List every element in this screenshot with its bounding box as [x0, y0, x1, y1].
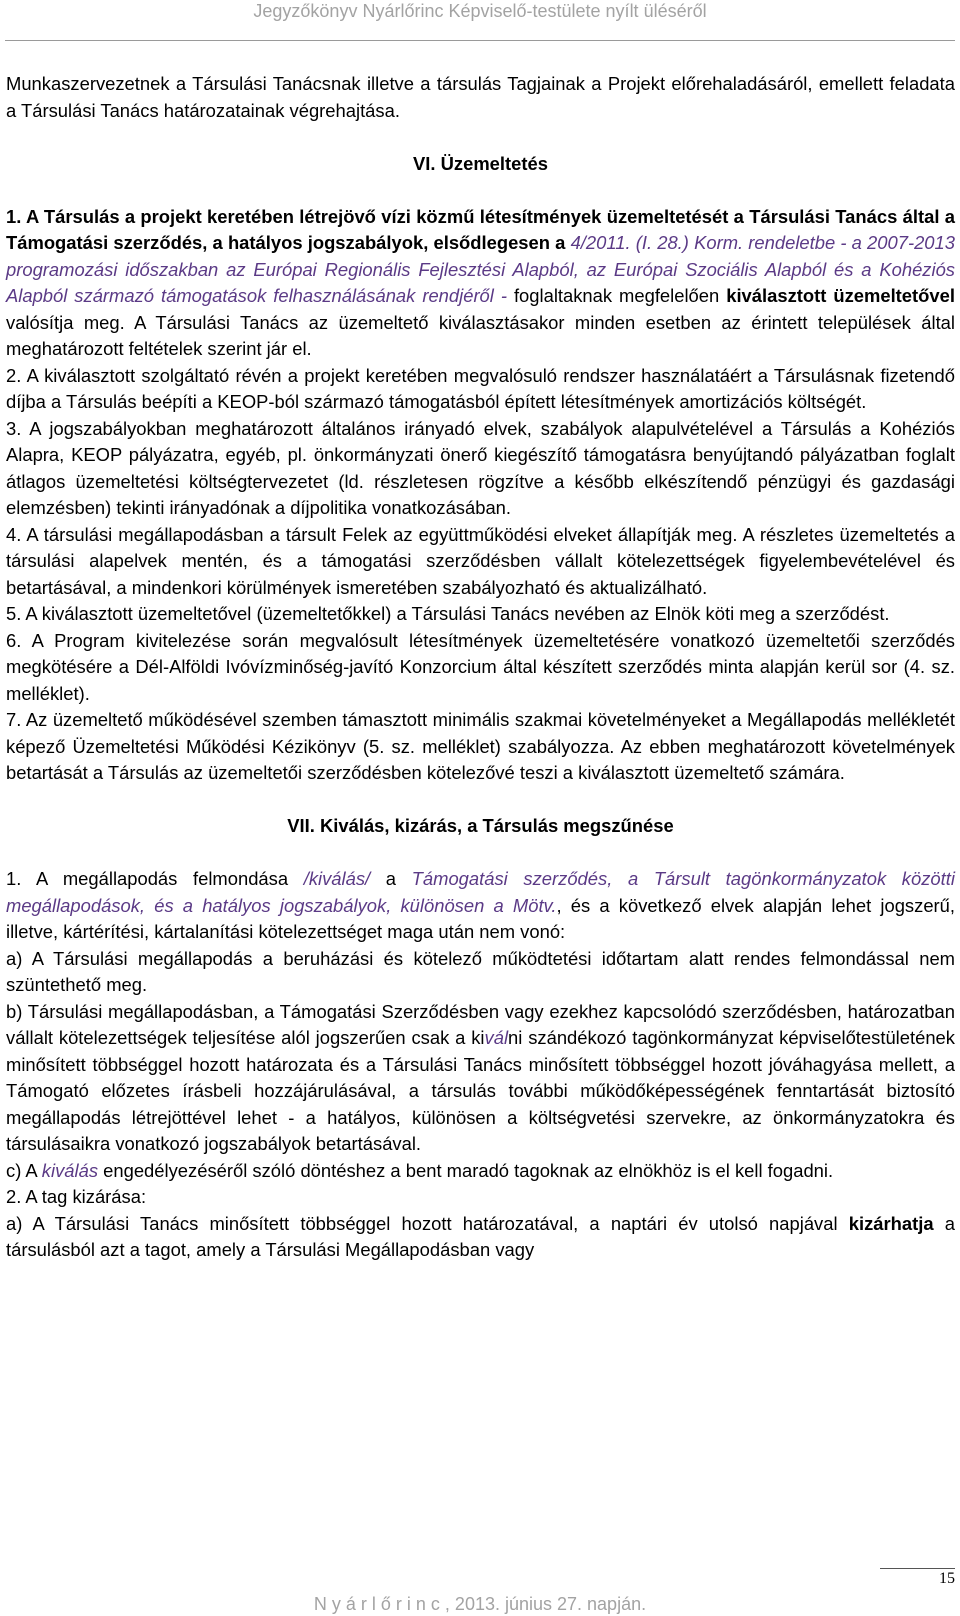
text-run: a) A Társulási Tanács minősített többséggel hozott határozatával, a naptári év utolsó napjával [6, 1212, 838, 1234]
clause-2: 2. A tag kizárása: [6, 1186, 147, 1207]
clause-1b [6, 999, 955, 1158]
page-number: 15 [880, 1568, 955, 1589]
text-run: ni szándékozó tagönkormányzat képviselőtestületének minősített többséggel hozott határozata és a Társulási Tanács minősített többséggel hozott jóváhagyása mellett, a Támogató előzetes írásbeli hozzájárulásával, a társulás további működőképességének fenntartását biztosító megállapodás létrejöttével lehet - a hatályos, különösen a költségvetési szervekre, az önkormányzatokra és társulásaikra vonatkozó jogszabályok betartásával. [6, 1027, 955, 1154]
text-run: c) A [6, 1159, 37, 1181]
paragraph-1-bold-intro: 1. A Társulás a projekt keretében létrejövő vízi közmű létesítmények üzemeltetését a Társulási Tanács által a Támogatási szerződés, a hatályos jogszabályok, elsődlegesen a [6, 205, 955, 253]
clause-1 [6, 866, 955, 946]
paragraph: Munkaszervezetnek a Társulási Tanácsnak illetve a társulás Tagjainak a Projekt előrehaladásáról, emellett feladata a Társulási Tanács határozatainak végrehajtása. [6, 73, 955, 121]
paragraph-5: 5. A kiválasztott üzemeltetővel (üzemeltetőkkel) a Társulási Tanács nevében az Elnök köti meg a szerződést. [6, 603, 890, 624]
text-run: , és a következő elvek alapján lehet jogszerű, illetve, kártérítési, kártalanítási kötelezettséget maga után nem vonó: [6, 894, 956, 942]
regulation-reference: 4/2011. (I. 28.) Korm. rendeletbe - a 2007-2013 programozási időszakban az Európai Regionális Fejlesztési Alapból, az Európai Szociális Alapból és a Kohéziós Alapból származó támogatások felhasználásának rendjéről - [6, 232, 955, 306]
text-run: foglaltaknak megfelelően [513, 285, 720, 306]
clause-1a: a) A Társulási megállapodás a beruházási és kötelező működtetési időtartam alatt rendes felmondással nem szüntethető meg. [6, 947, 955, 995]
text-run: 1. A megállapodás felmondása [6, 868, 289, 889]
text-run: engedélyezéséről szóló döntéshez a bent maradó tagoknak az elnökhöz is el kell fogadni. [103, 1159, 834, 1181]
bold-phrase: kiválasztott üzemeltetővel [726, 285, 955, 306]
bold-phrase: kizárhatja [848, 1212, 934, 1234]
page-footer: N y á r l ő r i n c , 2013. június 27. napján. [313, 1594, 647, 1614]
clause-2a [6, 1211, 955, 1264]
paragraph-2: 2. A kiválasztott szolgáltató révén a projekt keretében megvalósuló rendszer használatáért a Társulásnak fizetendő díjba a Társulás beépíti a KEOP-ból származó támogatásból épített létesítmények amortizációs költségét. [6, 364, 955, 412]
paragraph-7: 7. Az üzemeltető működésével szemben támasztott minimális szakmai követelményeket a Megállapodás mellékletét képező Üzemeltetési Működési Kézikönyv (5. sz. melléklet) szabályozza. Az ebben meghatározott követelmények betartását a Társulás az üzemeltetői szerződésben kötelezővé teszi a kiválasztott üzemeltető számára. [6, 709, 955, 783]
paragraph-6: 6. A Program kivitelezése során megvalósult létesítmények üzemeltetésére vonatkozó üzemeltetői szerződés megkötésére a Dél-Alföldi Ivóvízminőség-javító Konzorcium által készített szerződés minta alapján kerül sor (4. sz. melléklet). [6, 629, 955, 704]
italic-phrase: Támogatási szerződés, a Társult tagönkormányzatok közötti megállapodások, és a hatályos jogszabályok, különösen a Mötv. [6, 868, 955, 916]
document-body [6, 71, 955, 1264]
section-heading-vii: VII. Kiválás, kizárás, a Társulás megszűnése [287, 815, 674, 836]
paragraph-4: 4. A társulási megállapodásban a társult Felek az együttműködési elveket állapítják meg. A részletes üzemeltetés a társulási alapelvek mentén, és a támogatási szerződésben vállalt kötelezettségek figyelembevételével és betartásával, a mindenkori körülmények ismeretében szabályozható és aktualizálható. [6, 523, 955, 598]
header-divider [5, 40, 955, 41]
text-run: a [385, 868, 397, 889]
italic-phrase: vál [484, 1027, 509, 1048]
text-run: a társulásból azt a tagot, amely a Társulási Megállapodásban vagy [6, 1212, 955, 1260]
paragraph-1 [6, 204, 955, 363]
paragraph-3: 3. A jogszabályokban meghatározott általános irányadó elvek, szabályok alapulvételével a Társulás a Kohéziós Alapra, KEOP pályázatra, egyéb, pl. önkormányzati önerő kiegészítő támogatásra benyújtandó pályázatban foglalt átlagos üzemeltetési költségtervezetet (ld. részletesen rögzítve a később elkészítendő pénzügyi és gazdasági elemzésben) tekinti irányadónak a díjpolitika vonatkozásában. [6, 417, 955, 518]
clause-1c [6, 1158, 955, 1185]
italic-phrase: /kiválás/ [303, 868, 371, 889]
text-run: b) Társulási megállapodásban, a Támogatási Szerződésben vagy ezekhez kapcsolódó szerződésben, határozatban vállalt kötelezettségek teljesítése alól jogszerűen csak a ki [6, 1000, 955, 1048]
page-header: Jegyzőkönyv Nyárlőrinc Képviselő-testülete nyílt üléséről [253, 1, 707, 21]
italic-phrase: kiválás [41, 1159, 99, 1181]
section-heading-vi: VI. Üzemeltetés [413, 152, 548, 174]
text-run: valósítja meg. A Társulási Tanács az üzemeltető kiválasztásakor minden esetben az érintett települések által meghatározott feltételek szerint jár el. [6, 311, 955, 359]
